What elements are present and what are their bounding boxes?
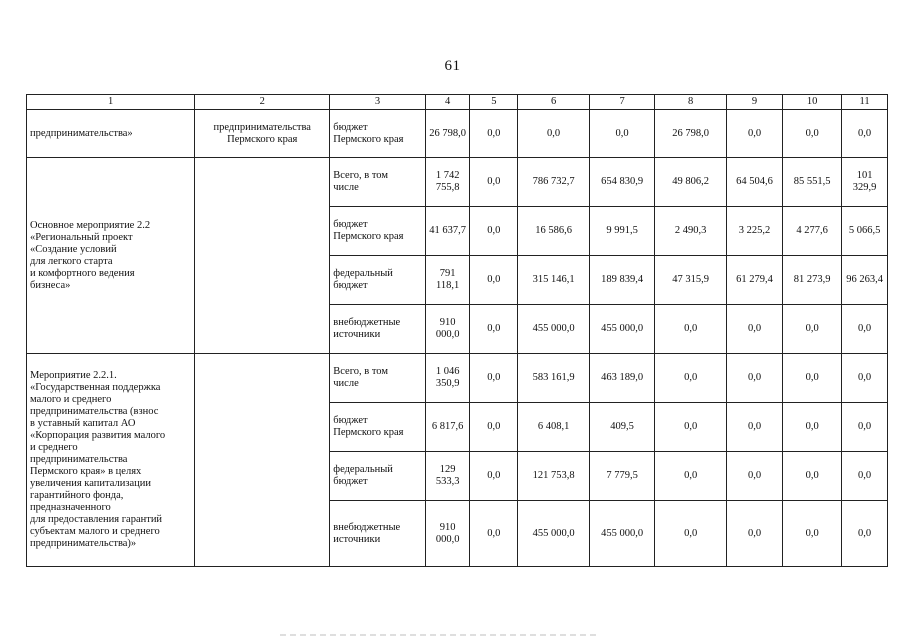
value-cell: 910 000,0 — [425, 305, 470, 354]
value-cell: 1 742 755,8 — [425, 158, 470, 207]
column-header: 9 — [726, 95, 782, 110]
value-cell: 0,0 — [655, 501, 727, 567]
value-cell: 0,0 — [470, 256, 518, 305]
value-cell: 463 189,0 — [589, 354, 654, 403]
value-cell: 0,0 — [726, 305, 782, 354]
value-cell: 0,0 — [842, 305, 888, 354]
budget-table — [26, 94, 888, 567]
value-cell: 0,0 — [518, 110, 590, 158]
value-cell: 0,0 — [842, 452, 888, 501]
value-cell: 16 586,6 — [518, 207, 590, 256]
column-header: 5 — [470, 95, 518, 110]
value-cell: 786 732,7 — [518, 158, 590, 207]
value-cell: 0,0 — [726, 354, 782, 403]
column-header: 11 — [842, 95, 888, 110]
funding-source: бюджет Пермского края — [330, 403, 426, 452]
table-row — [27, 354, 888, 403]
value-cell: 0,0 — [783, 452, 842, 501]
column-header: 1 — [27, 95, 195, 110]
column-header: 4 — [425, 95, 470, 110]
value-cell: 455 000,0 — [518, 501, 590, 567]
value-cell: 0,0 — [783, 501, 842, 567]
scan-artifact-line — [280, 634, 600, 636]
value-cell: 6 817,6 — [425, 403, 470, 452]
value-cell: 0,0 — [783, 354, 842, 403]
value-cell: 583 161,9 — [518, 354, 590, 403]
responsible-party — [195, 354, 330, 567]
value-cell: 0,0 — [470, 207, 518, 256]
value-cell: 910 000,0 — [425, 501, 470, 567]
value-cell: 0,0 — [470, 305, 518, 354]
measure-description: Мероприятие 2.2.1. «Государственная поддержка малого и среднего предпринимательства (взнос в уставный капитал АО «Корпорация развития малого и среднего предпринимательства Пермского края» в целях увеличения капитализации гарантийного фонда, предназначенного для предоставления гарантий субъектам малого и среднего предпринимательства)» — [27, 354, 195, 567]
value-cell: 6 408,1 — [518, 403, 590, 452]
value-cell: 129 533,3 — [425, 452, 470, 501]
funding-source: внебюджетные источники — [330, 501, 426, 567]
responsible-party — [195, 158, 330, 354]
column-header: 8 — [655, 95, 727, 110]
value-cell: 47 315,9 — [655, 256, 727, 305]
value-cell: 0,0 — [842, 354, 888, 403]
value-cell: 455 000,0 — [518, 305, 590, 354]
value-cell: 0,0 — [470, 403, 518, 452]
value-cell: 0,0 — [842, 501, 888, 567]
value-cell: 81 273,9 — [783, 256, 842, 305]
value-cell: 85 551,5 — [783, 158, 842, 207]
measure-description: предпринимательства» — [27, 110, 195, 158]
value-cell: 0,0 — [470, 452, 518, 501]
funding-source: федеральный бюджет — [330, 452, 426, 501]
measure-description: Основное мероприятие 2.2 «Региональный проект «Создание условий для легкого старта и комфортного ведения бизнеса» — [27, 158, 195, 354]
value-cell: 0,0 — [655, 354, 727, 403]
value-cell: 315 146,1 — [518, 256, 590, 305]
table-row — [27, 158, 888, 207]
value-cell: 0,0 — [842, 110, 888, 158]
value-cell: 0,0 — [589, 110, 654, 158]
page-number: 61 — [444, 58, 461, 74]
value-cell: 7 779,5 — [589, 452, 654, 501]
value-cell: 3 225,2 — [726, 207, 782, 256]
column-header: 7 — [589, 95, 654, 110]
value-cell: 654 830,9 — [589, 158, 654, 207]
funding-source: бюджет Пермского края — [330, 207, 426, 256]
value-cell: 455 000,0 — [589, 501, 654, 567]
funding-source: бюджет Пермского края — [330, 110, 426, 158]
value-cell: 0,0 — [726, 110, 782, 158]
funding-source: Всего, в том числе — [330, 354, 426, 403]
value-cell: 0,0 — [655, 403, 727, 452]
value-cell: 96 263,4 — [842, 256, 888, 305]
value-cell: 0,0 — [470, 354, 518, 403]
funding-source: Всего, в том числе — [330, 158, 426, 207]
funding-source: федеральный бюджет — [330, 256, 426, 305]
column-number-row — [27, 95, 888, 110]
column-header: 3 — [330, 95, 426, 110]
value-cell: 0,0 — [726, 403, 782, 452]
value-cell: 64 504,6 — [726, 158, 782, 207]
value-cell: 5 066,5 — [842, 207, 888, 256]
value-cell: 9 991,5 — [589, 207, 654, 256]
value-cell: 2 490,3 — [655, 207, 727, 256]
funding-source: внебюджетные источники — [330, 305, 426, 354]
value-cell: 26 798,0 — [655, 110, 727, 158]
value-cell: 0,0 — [655, 305, 727, 354]
value-cell: 1 046 350,9 — [425, 354, 470, 403]
value-cell: 791 118,1 — [425, 256, 470, 305]
value-cell: 0,0 — [783, 403, 842, 452]
value-cell: 4 277,6 — [783, 207, 842, 256]
value-cell: 49 806,2 — [655, 158, 727, 207]
value-cell: 189 839,4 — [589, 256, 654, 305]
value-cell: 455 000,0 — [589, 305, 654, 354]
value-cell: 0,0 — [470, 110, 518, 158]
value-cell: 101 329,9 — [842, 158, 888, 207]
value-cell: 0,0 — [726, 452, 782, 501]
column-header: 10 — [783, 95, 842, 110]
table-row — [27, 110, 888, 158]
value-cell: 26 798,0 — [425, 110, 470, 158]
value-cell: 0,0 — [783, 110, 842, 158]
column-header: 2 — [195, 95, 330, 110]
value-cell: 409,5 — [589, 403, 654, 452]
value-cell: 0,0 — [655, 452, 727, 501]
value-cell: 121 753,8 — [518, 452, 590, 501]
responsible-party: предпринимательства Пермского края — [195, 110, 330, 158]
value-cell: 61 279,4 — [726, 256, 782, 305]
column-header: 6 — [518, 95, 590, 110]
value-cell: 0,0 — [783, 305, 842, 354]
value-cell: 0,0 — [842, 403, 888, 452]
value-cell: 0,0 — [470, 158, 518, 207]
value-cell: 0,0 — [726, 501, 782, 567]
value-cell: 0,0 — [470, 501, 518, 567]
value-cell: 41 637,7 — [425, 207, 470, 256]
